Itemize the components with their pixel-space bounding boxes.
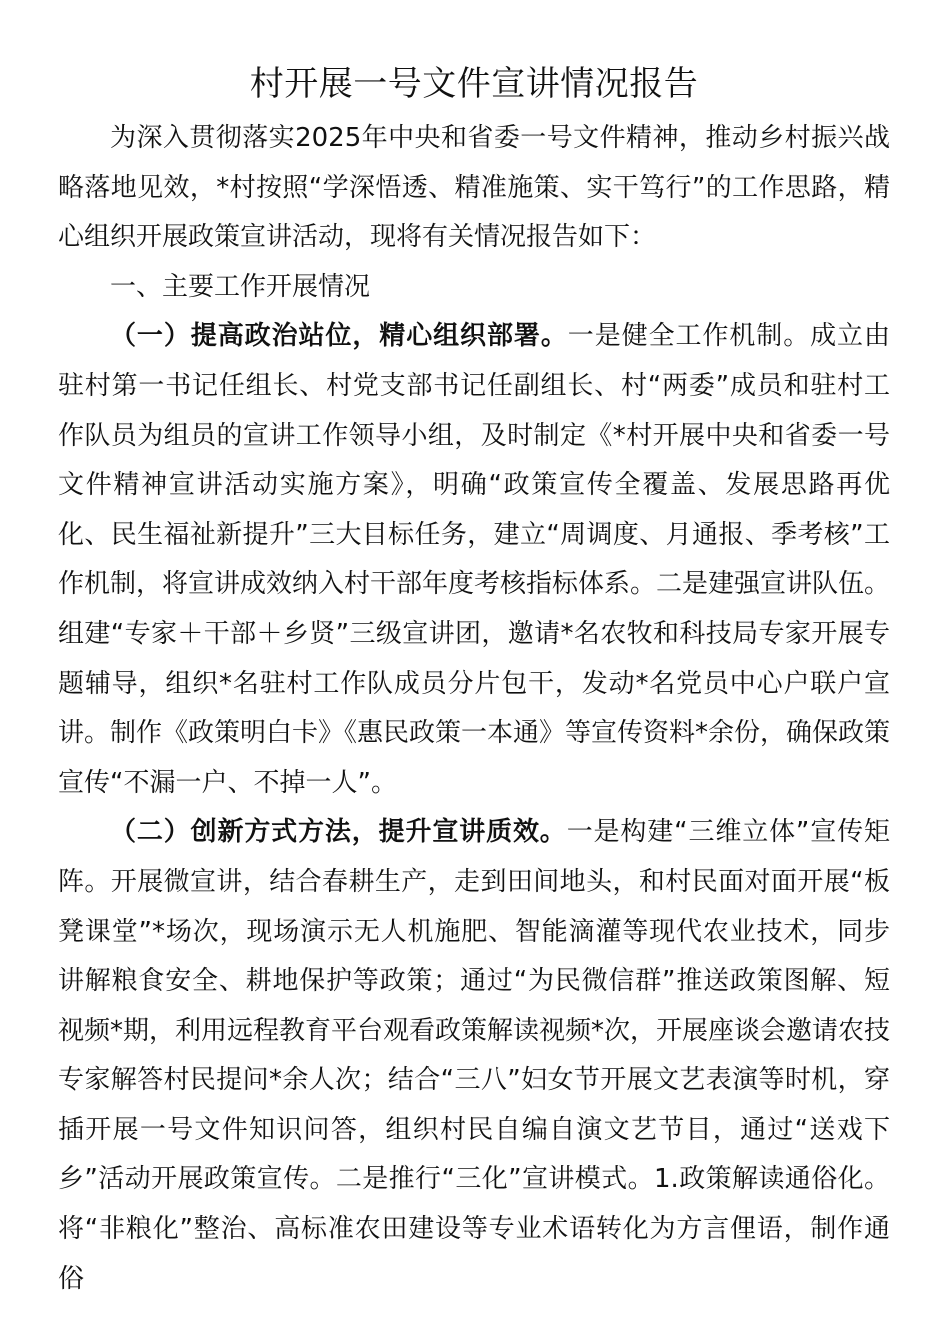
document-page xyxy=(58,62,890,1304)
subsection-heading-2: （二）创新方式方法，提升宣讲质效。 xyxy=(110,817,567,848)
intro-paragraph: 为深入贯彻落实2025年中央和省委一号文件精神，推动乡村振兴战略落地见效，*村按照“学深悟透、精准施策、实干笃行”的工作思路，精心组织开展政策宣讲活动，现将有关情况报告如下： xyxy=(58,123,890,253)
subsection-body-2: 一是构建“三维立体”宣传矩阵。开展微宣讲，结合春耕生产，走到田间地头，和村民面对面开展“板凳课堂”*场次，现场演示无人机施肥、智能滴灌等现代农业技术，同步讲解粮食安全、耕地保护等政策；通过“为民微信群”推送政策图解、短视频*期，利用远程教育平台观看政策解读视频*次，开展座谈会邀请农技专家解答村民提问*余人次；结合“三八”妇女节开展文艺表演等时机，穿插开展一号文件知识问答，组织村民自编自演文艺节目，通过“送戏下乡”活动开展政策宣传。二是推行“三化”宣讲模式。1.政策解读通俗化。将“非粮化”整治、高标准农田建设等专业术语转化为方言俚语，制作通俗 xyxy=(58,817,891,1294)
subsection-paragraph-2 xyxy=(58,808,890,1304)
subsection-paragraph-1 xyxy=(58,312,890,808)
document-title: 村开展一号文件宣讲情况报告 xyxy=(249,64,699,104)
subsection-heading-1: （一）提高政治站位，精心组织部署。 xyxy=(110,321,568,352)
subsection-body-1: 一是健全工作机制。成立由驻村第一书记任组长、村党支部书记任副组长、村“两委”成员和驻村工作队员为组员的宣讲工作领导小组，及时制定《*村开展中央和省委一号文件精神宣讲活动实施方案》，明确“政策宣传全覆盖、发展思路再优化、民生福祉新提升”三大目标任务，建立“周调度、月通报、季考核”工作机制，将宣讲成效纳入村干部年度考核指标体系。二是建强宣讲队伍。组建“专家＋干部＋乡贤”三级宣讲团，邀请*名农牧和科技局专家开展专题辅导，组织*名驻村工作队成员分片包干，发动*名党员中心户联户宣讲。制作《政策明白卡》《惠民政策一本通》等宣传资料*余份，确保政策宣传“不漏一户、不掉一人”。 xyxy=(58,321,891,798)
section-heading: 一、主要工作开展情况 xyxy=(110,271,371,302)
